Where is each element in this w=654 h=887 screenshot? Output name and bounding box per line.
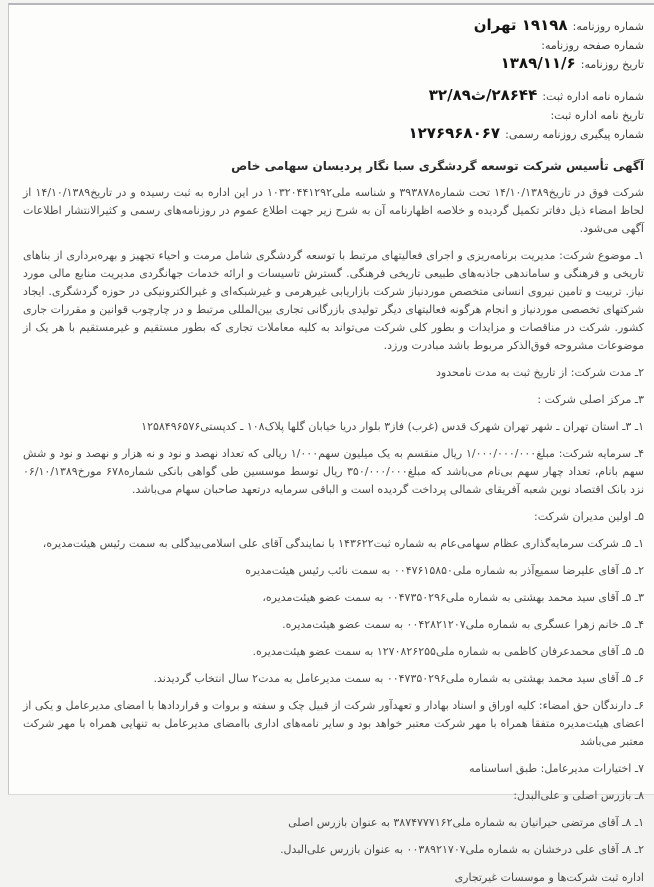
- section-3-1-address: ۱ـ ۳ـ استان تهران ـ شهر تهران شهرک قدس (غرب) فاز۳ بلوار دریا خیابان گلها پلاک۱۰۸ ـ کدپستی۱۲۵۸۴۹۶۵۷۶: [141, 420, 644, 433]
- header-field-newspaper-date: [23, 54, 644, 73]
- tracking-number-value: ۱۲۷۶۹۶۸۰۶۷: [408, 124, 501, 142]
- section-5-5-director: ۵ـ ۵ـ آقای محمدعرفان کاظمی به شماره ملی۱۲۷۰۸۲۶۲۵۵ به سمت عضو هیئت‌مدیره.: [252, 645, 644, 658]
- section-5-2-director: ۲ـ ۵ـ آقای علیرضا سمیع‌آذر به شماره ملی۰۰۴۷۶۱۵۸۵۰ به سمت نائب رئیس هیئت‌مدیره: [245, 564, 644, 577]
- section-8-inspectors-heading: ۸ـ بازرس اصلی و علی‌البدل:: [513, 789, 644, 802]
- registry-letter-number-label: شماره نامه اداره ثبت:: [542, 90, 644, 103]
- newspaper-number-value: ۱۹۱۹۸ تهران: [473, 16, 568, 34]
- section-6-signatories: ۶ـ دارندگان حق امضاء: کلیه اوراق و اسناد بهادار و تعهدآور شرکت از قبیل چک و سفته و بروات و قراردادها با امضای مدیرعامل و یکی از اعضای هیئت‌مدیره متفقا همراه با مهر شرکت معتبر خواهد بود و سایر نامه‌های اداری باامضای مدیرعامل به تنهایی همراه با مهر شرکت معتبر می‌باشد: [23, 699, 644, 748]
- section-5-3-director: ۳ـ ۵ـ آقای سید محمد بهشتی به شماره ملی۰۰۴۷۳۵۰۲۹۶ به سمت عضو هیئت‌مدیره،: [262, 591, 644, 604]
- gazette-page: [8, 3, 654, 884]
- registry-office-signature: اداره ثبت شرکت‌ها و موسسات غیرتجاری: [454, 871, 644, 884]
- registry-letter-date-label: تاریخ نامه اداره ثبت:: [550, 109, 644, 122]
- header-field-newspaper-page: [23, 35, 644, 54]
- section-8-1-inspector: ۱ـ ۸ـ آقای مرتضی حیرانیان به شماره ملی۳۸۷۴۷۷۷۱۶۲ به عنوان بازرس اصلی: [288, 816, 644, 829]
- section-8-2-inspector: ۲ـ ۸ـ آقای علی درخشان به شماره ملی۰۰۳۸۹۲۱۷۰۷ به عنوان بازرس علی‌البدل.: [280, 843, 644, 856]
- intro-paragraph: شرکت فوق در تاریخ۱۴/۱۰/۱۳۸۹ تحت شماره۳۹۳۸۷۸ و شناسه ملی۱۰۳۲۰۴۴۱۲۹۲ در این اداره به ثبت رسیده و در تاریخ۱۴/۱۰/۱۳۸۹ از لحاظ امضاء ذیل دفاتر تکمیل گردیده و خلاصه اظهارنامه آن به شرح زیر جهت اطلاع عموم در روزنامه‌های رسمی و کثیرالانتشار اطلاعات آگهی می‌شود.: [23, 186, 645, 235]
- header-field-tracking-number: [23, 124, 644, 143]
- section-3-head-office-heading: ۳ـ مرکز اصلی شرکت :: [537, 393, 644, 406]
- section-7-md-authority: ۷ـ اختیارات مدیرعامل: طبق اساسنامه: [469, 762, 644, 775]
- section-2-duration: ۲ـ مدت شرکت: از تاریخ ثبت به مدت نامحدود: [436, 366, 644, 379]
- header-field-registry-letter-date: [23, 105, 644, 124]
- announcement-title: آگهی تأسیس شرکت توسعه گردشگری سبا نگار پردیسان سهامی خاص: [231, 159, 644, 173]
- newspaper-date-label: تاریخ روزنامه:: [580, 58, 644, 71]
- section-4-capital: ۴ـ سرمایه شرکت: مبلغ۱/۰۰۰/۰۰۰/۰۰۰ ریال منقسم به یک میلیون سهم۱/۰۰۰ ریالی که تعداد نهصد و نود و نه هزار و نهصد و نود و شش سهم بانام، تعداد چهار سهم بی‌نام می‌باشد که مبلغ۳۵۰/۰۰۰/۰۰۰ ریال توسط موسسین طی گواهی بانکی شماره۶۷۸ مورخ۰۶/۱۰/۱۳۸۹ نزد بانک اقتصاد نوین شعبه آفریقای شمالی پرداخت گردیده است و الباقی سرمایه درتعهد صاحبان سهام می‌باشد.: [23, 447, 644, 496]
- header-field-registry-letter-number: [23, 86, 644, 105]
- header-field-newspaper-number: [23, 16, 644, 35]
- newspaper-date-value: ۱۳۸۹/۱۱/۶: [500, 54, 576, 72]
- tracking-number-label: شماره پیگیری روزنامه رسمی:: [505, 128, 644, 141]
- section-1-subject: ۱ـ موضوع شرکت: مدیریت برنامه‌ریزی و اجرای فعالیتهای مرتبط با توسعه گردشگری شامل مرمت و احیاء تجهیز و بهره‌برداری از بناهای تاریخی و فرهنگی و ساماندهی جاذبه‌های طبیعی تاریخی فرهنگی. گسترش تاسیسات و ارائه خدمات جهانگردی مدیریت منابع مالی مورد نیاز. تربیت و تامین نیروی انسانی متخصص موردنیاز شرکت بازاریابی غیرهرمی و غیرشبکه‌ای و غیرالکترونیکی در حوزه گردشگری. ایجاد شرکتهای تخصصی موردنیاز و انجام هرگونه فعالیتهای دیگر تولیدی بازرگانی تجاری بین‌المللی مرتبط و در چارچوب قوانین و مقررات جاری کشور. شرکت در مناقصات و مزایدات و بطور کلی شرکت می‌تواند به کلیه معاملات تجاری که بطور مستقیم و غیرمستقیم با هر یک از موضوعات مشروحه فوق‌الذکر مربوط باشد مبادرت ورزد.: [23, 249, 644, 352]
- newspaper-number-label: شماره روزنامه:: [572, 20, 644, 33]
- section-5-6-managing-director: ۶ـ ۵ـ آقای سید محمد بهشتی به شماره ملی۰۰۴۷۳۵۰۲۹۶ به سمت مدیرعامل به مدت۲ سال انتخاب گردیدند.: [153, 672, 644, 685]
- newspaper-page-label: شماره صفحه روزنامه:: [541, 39, 644, 52]
- section-5-1-director: ۱ـ ۵ـ شرکت سرمایه‌گذاری عظام سهامی‌عام به شماره ثبت۱۴۳۶۲۲ با نمایندگی آقای علی اسلامی‌بیدگلی به سمت رئیس هیئت‌مدیره،: [42, 537, 644, 550]
- section-5-4-director: ۴ـ ۵ـ خانم زهرا عسگری به شماره ملی۰۰۴۲۸۲۱۲۰۷ به سمت عضو هیئت‌مدیره.: [282, 618, 644, 631]
- section-5-directors-heading: ۵ـ اولین مدیران شرکت:: [533, 510, 644, 523]
- gazette-content: [9, 5, 654, 887]
- registry-letter-number-value: ۲۸۶۴۴/ث۳۲/۸۹: [428, 86, 538, 104]
